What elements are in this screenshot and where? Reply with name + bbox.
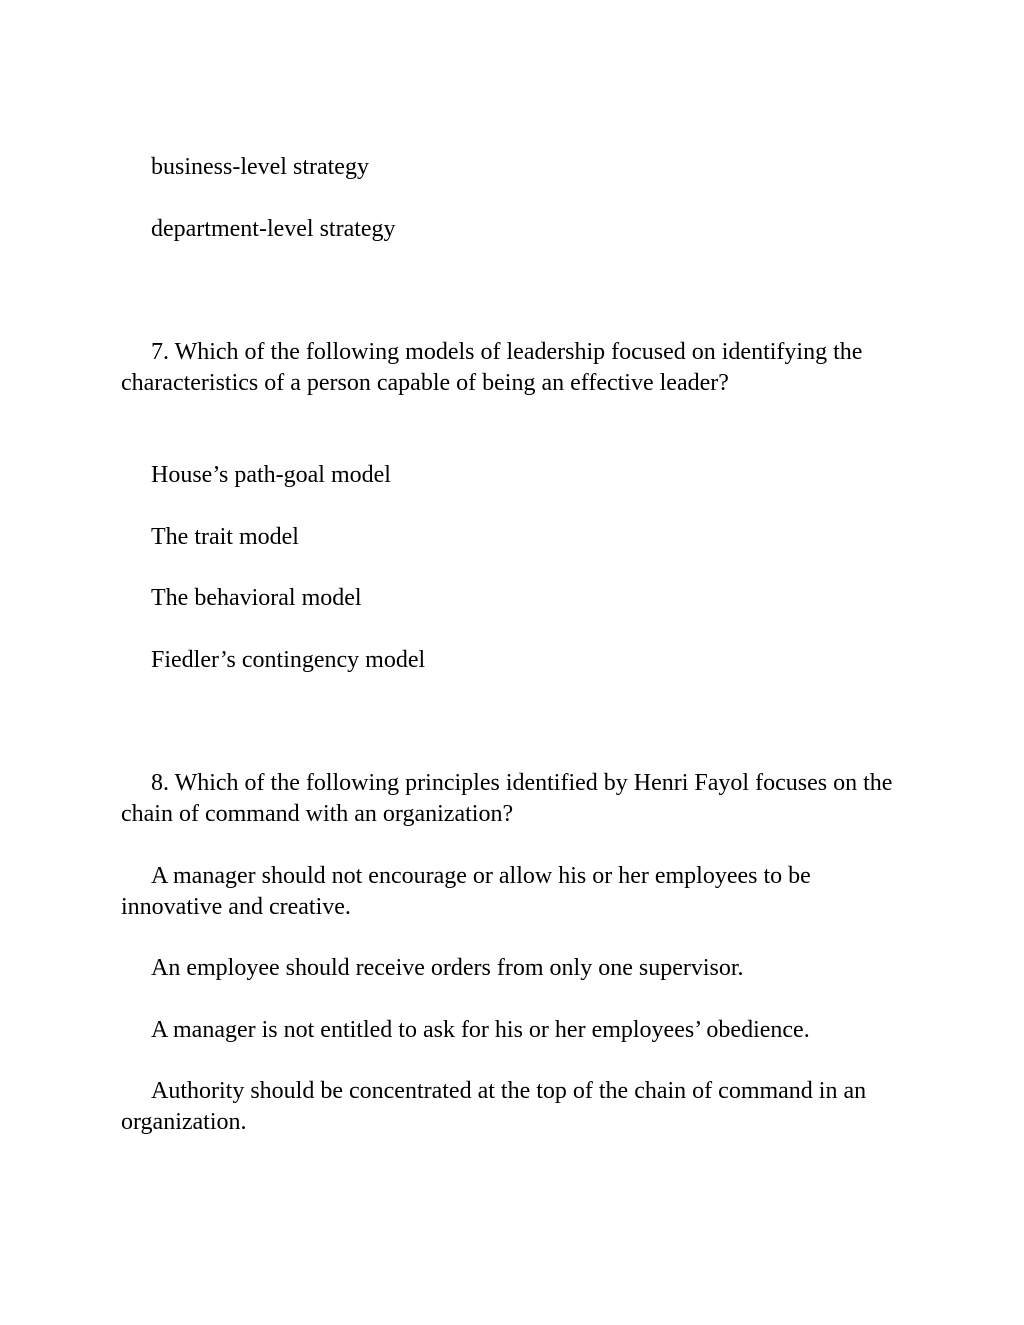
question-7-option-c: The behavioral model <box>151 585 362 611</box>
question-8-option-c: A manager is not entitled to ask for his or her employees’ obedience. <box>151 1017 810 1043</box>
question-7-option-d: Fiedler’s contingency model <box>151 647 426 673</box>
question-7-option-b: The trait model <box>151 524 299 550</box>
question-7-option-a: House’s path-goal model <box>151 462 391 488</box>
question-8-option-d: Authority should be concentrated at the top of the chain of command in an organization. <box>121 1078 867 1135</box>
option-department-level-strategy: department-level strategy <box>151 216 396 242</box>
question-8-text: 8. Which of the following principles identified by Henri Fayol focuses on the chain of command with an organization? <box>121 770 893 827</box>
question-8-option-a: A manager should not encourage or allow his or her employees to be innovative and creative. <box>121 863 811 920</box>
option-business-level-strategy: business-level strategy <box>151 154 369 180</box>
question-7-text: 7. Which of the following models of leadership focused on identifying the characteristics of a person capable of being an effective leader? <box>121 339 863 396</box>
question-8-option-b: An employee should receive orders from only one supervisor. <box>151 955 744 981</box>
